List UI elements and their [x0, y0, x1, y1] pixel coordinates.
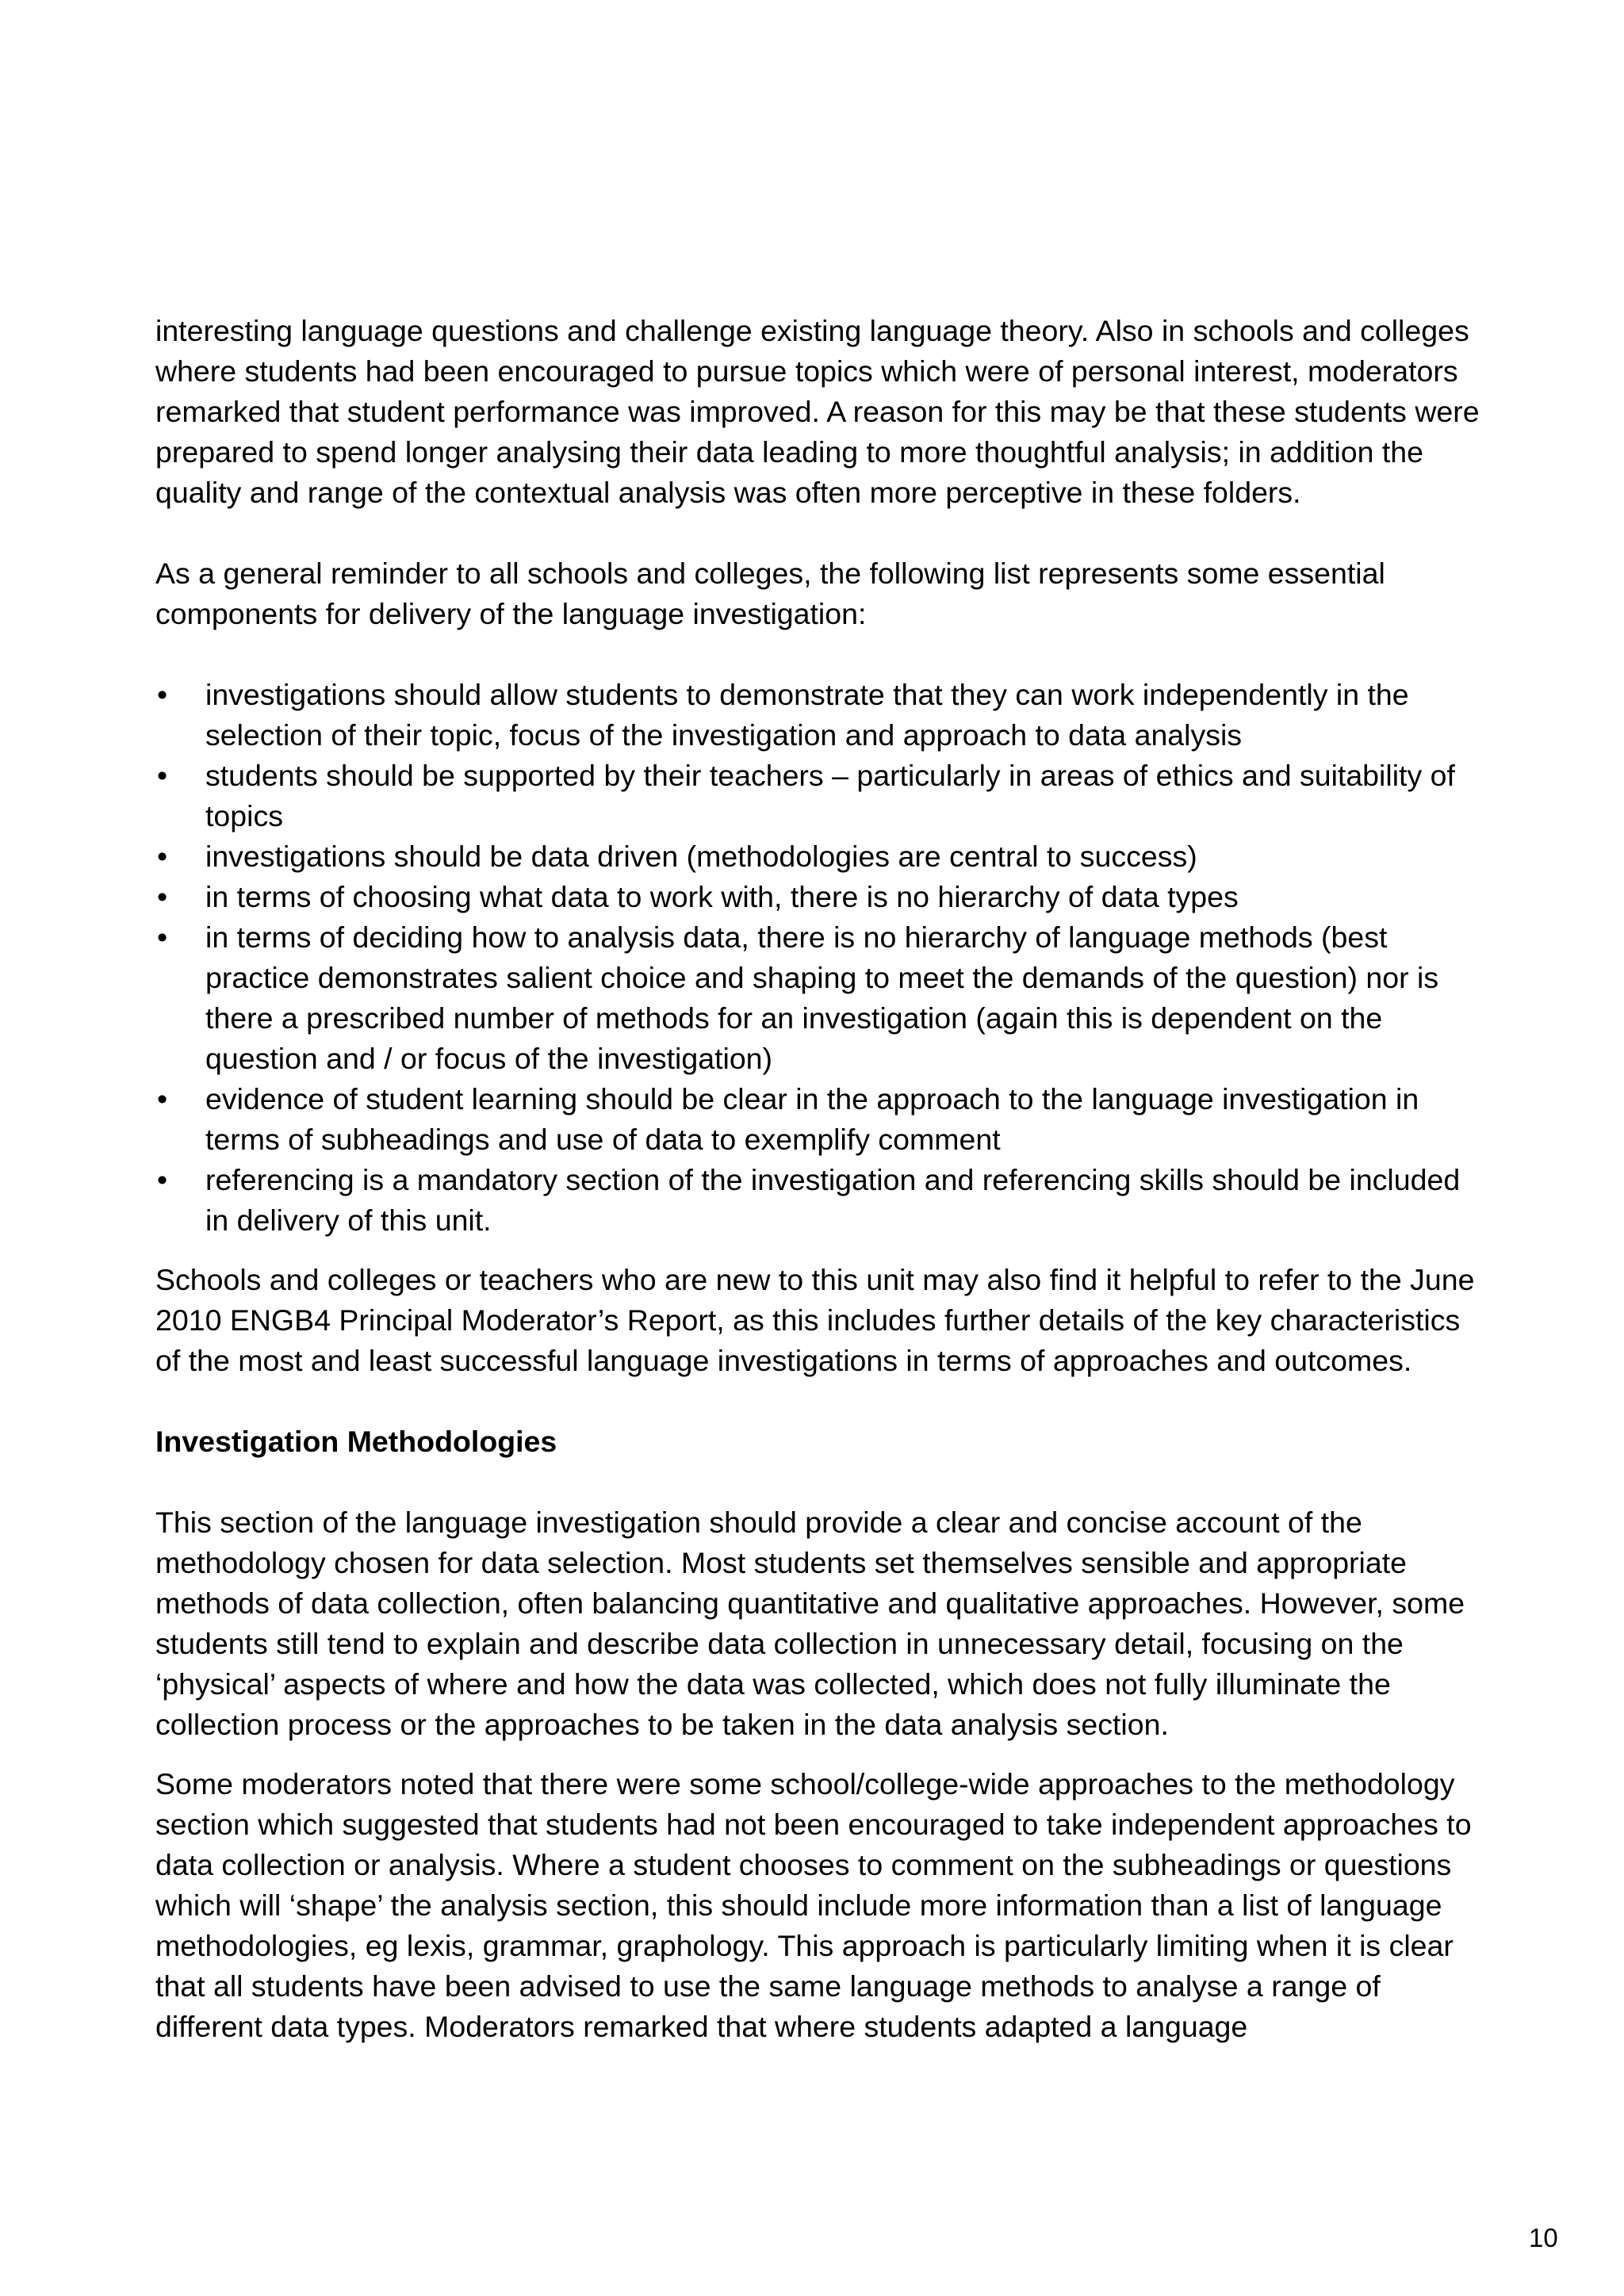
bullet-icon: • [157, 1082, 168, 1115]
list-item [155, 917, 1488, 1079]
list-item [155, 756, 1488, 836]
page-number: 10 [1529, 2223, 1558, 2252]
list-item-text: investigations should be data driven (methodologies are central to success) [205, 840, 1197, 873]
components-list [155, 675, 1488, 1241]
bullet-icon: • [157, 920, 168, 954]
bullet-icon: • [157, 678, 168, 711]
list-item-text: evidence of student learning should be clear in the approach to the language investigation in terms of subheadings and use of data to exemplify comment [205, 1082, 1419, 1156]
list-item-text: in terms of deciding how to analysis data, there is no hierarchy of language methods (best practice demonstrates salient choice and shaping to meet the demands of the question) nor is there a prescribed number of methods for an investigation (again this is dependent on the question and / or focus of the investigation) [205, 920, 1439, 1075]
list-item-text: students should be supported by their teachers – particularly in areas of ethics and suitability of topics [205, 759, 1455, 832]
paragraph-methodology: This section of the language investigation should provide a clear and concise account of the methodology chosen for data selection. Most students set themselves sensible and appropriate methods of data collection, often balancing quantitative and qualitative approaches. However, some students still tend to explain and describe data collection in unnecessary detail, focusing on the ‘physical’ aspects of where and how the data was collected, which does not fully illuminate the collection process or the approaches to be taken in the data analysis section. [155, 1506, 1465, 1741]
list-item [155, 1160, 1488, 1241]
list-item-text: in terms of choosing what data to work with, there is no hierarchy of data types [205, 880, 1239, 913]
bullet-icon: • [157, 1163, 168, 1196]
section-heading: Investigation Methodologies [155, 1425, 557, 1458]
list-item-text: referencing is a mandatory section of the investigation and referencing skills should be included in delivery of this unit. [205, 1163, 1461, 1237]
list-item [155, 675, 1488, 756]
list-item [155, 836, 1488, 877]
list-item [155, 1079, 1488, 1160]
paragraph-new-teachers: Schools and colleges or teachers who are new to this unit may also find it helpful to refer to the June 2010 ENGB4 Principal Moderator’s Report, as this includes further details of the key characteristics of the most and least successful language investigations in terms of approaches and outcomes. [155, 1263, 1475, 1377]
list-item-text: investigations should allow students to demonstrate that they can work independently in the selection of their topic, focus of the investigation and approach to data analysis [205, 678, 1409, 752]
bullet-icon: • [157, 880, 168, 913]
paragraph-moderators: Some moderators noted that there were some school/college-wide approaches to the methodology section which suggested that students had not been encouraged to take independent approaches to data collection or analysis. Where a student chooses to comment on the subheadings or questions which will ‘shape’ the analysis section, this should include more information than a list of language methodologies, eg lexis, grammar, graphology. This approach is particularly limiting when it is clear that all students have been advised to use the same language methods to analyse a range of different data types. Moderators remarked that where students adapted a language [155, 1767, 1472, 2043]
paragraph-reminder: As a general reminder to all schools and colleges, the following list represents some essential components for delivery of the language investigation: [155, 557, 1385, 630]
bullet-icon: • [157, 840, 168, 873]
list-item [155, 877, 1488, 917]
document-page [155, 311, 1488, 2047]
paragraph-intro: interesting language questions and challenge existing language theory. Also in schools and colleges where students had been encouraged to pursue topics which were of personal interest, moderators remarked that student performance was improved. A reason for this may be that these students were prepared to spend longer analysing their data leading to more thoughtful analysis; in addition the quality and range of the contextual analysis was often more perceptive in these folders. [155, 314, 1480, 509]
bullet-icon: • [157, 759, 168, 792]
